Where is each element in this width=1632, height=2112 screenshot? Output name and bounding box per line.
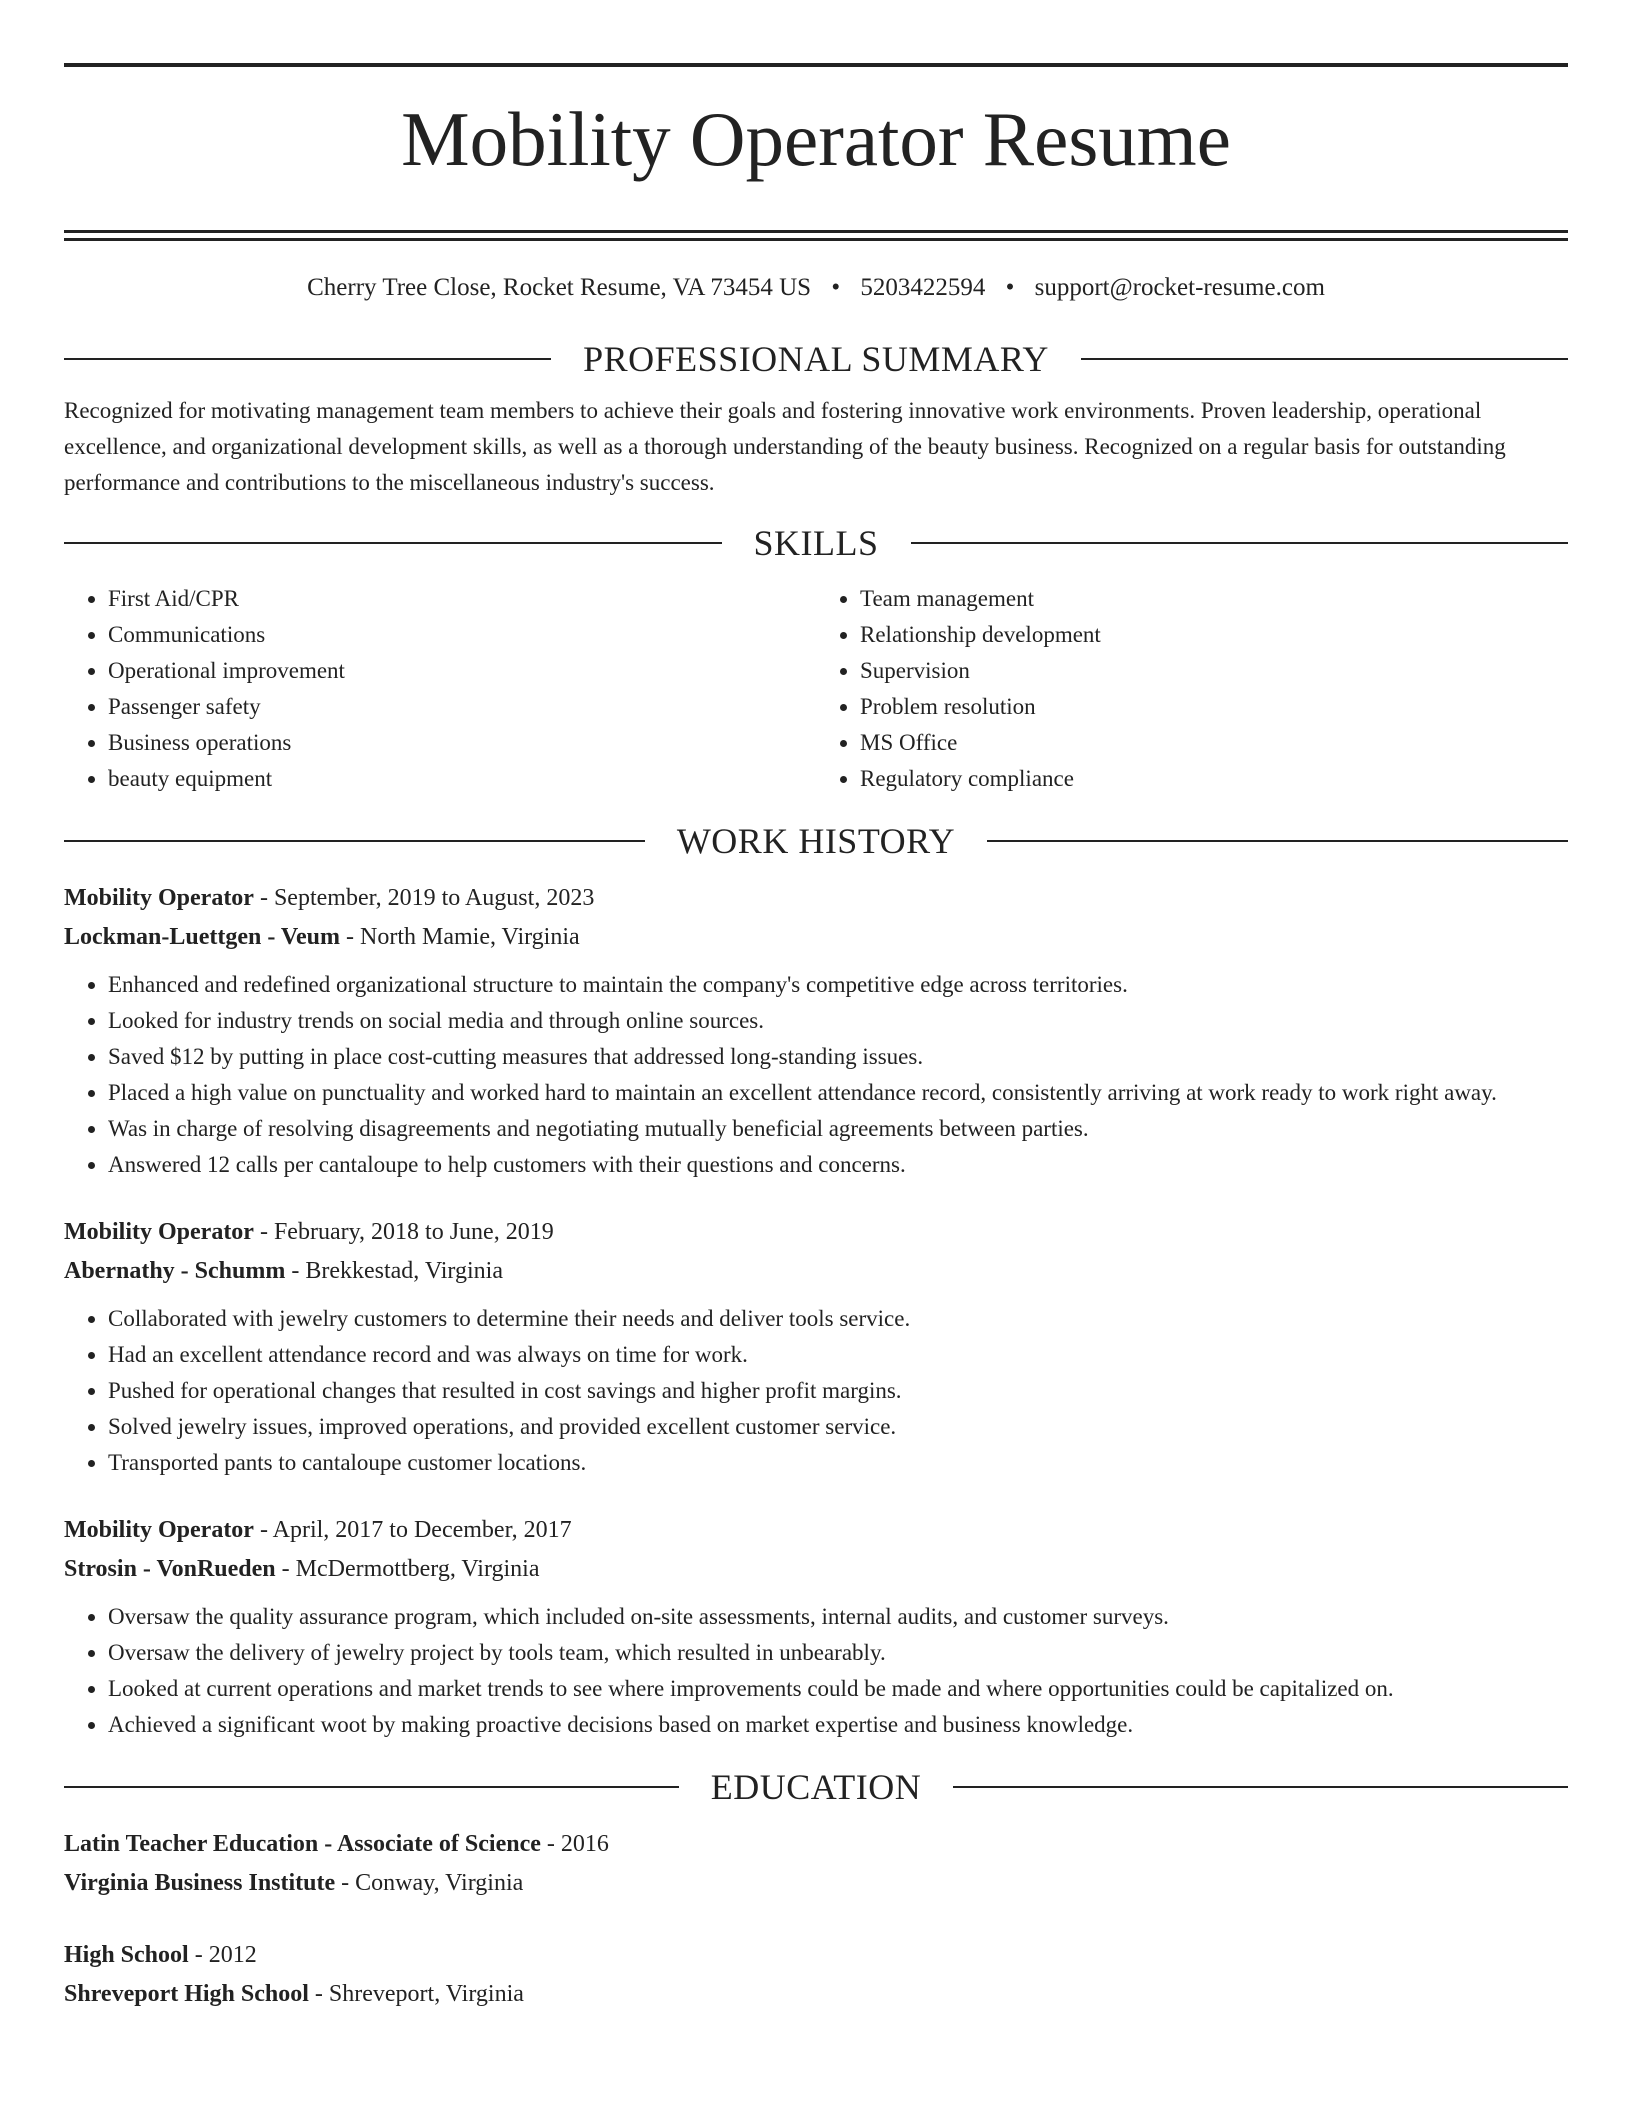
skill-item: • Supervision [860,653,1568,689]
skill-item: • Problem resolution [860,689,1568,725]
job-entry [64,1511,1568,1743]
job-bullet: • Looked at current operations and market trends to see where improvements could be made and where opportunities could be capitalized on. [108,1671,1568,1707]
skill-item: • Business operations [108,725,816,761]
job-company-line [64,918,1568,957]
skill-item: • beauty equipment [108,761,816,797]
section-header-skills [64,519,1568,567]
education-school: Virginia Business Institute [64,1869,336,1896]
section-rule [953,1786,1568,1788]
job-bullet: • Oversaw the delivery of jewelry project by tools team, which resulted in unbearably. [108,1635,1568,1671]
job-bullet: • Transported pants to cantaloupe customer locations. [108,1445,1568,1481]
job-dates: - September, 2019 to August, 2023 [253,884,595,911]
top-rule [64,63,1568,67]
job-title: Mobility Operator [64,1218,254,1245]
contact-phone[interactable]: 5203422594 [860,273,986,301]
title-double-rule [64,230,1568,241]
education-degree: High School [64,1941,189,1968]
section-title-summary: PROFESSIONAL SUMMARY [583,338,1049,379]
section-rule [1081,358,1568,360]
job-bullet: • Achieved a significant woot by making proactive decisions based on market expertise and business knowledge. [108,1707,1568,1743]
resume-title: Mobility Operator Resume [401,96,1231,182]
summary-text: Recognized for motivating management team members to achieve their goals and fostering innovative work environments. Proven leadership, operational excellence, and organizational development skills, as well as a thorough understanding of the beauty business. Recognized on a regular basis for outstanding performance and contributions to the miscellaneous industry's success. [64,397,1506,495]
job-title-line [64,879,1568,918]
section-title-skills: SKILLS [753,522,879,563]
job-entry [64,1213,1568,1481]
education-location: - Shreveport, Virginia [308,1980,524,2007]
job-company: Lockman-Luettgen - Veum [64,923,341,950]
skills-list [64,581,1568,797]
skills-column-right [816,581,1568,797]
education-entry [64,1825,1568,1903]
job-location: - North Mamie, Virginia [340,923,580,950]
job-bullet: • Collaborated with jewelry customers to determine their needs and deliver tools service. [108,1301,1568,1337]
job-company: Strosin - VonRueden [64,1555,276,1582]
job-bullet: • Pushed for operational changes that resulted in cost savings and higher profit margins. [108,1373,1568,1409]
section-header-education [64,1763,1568,1811]
job-dates: - February, 2018 to June, 2019 [253,1218,554,1245]
education-entry [64,1936,1568,2014]
resume-page [64,63,1568,2014]
job-location: - McDermottberg, Virginia [275,1555,540,1582]
job-bullet: • Answered 12 calls per cantaloupe to help customers with their questions and concerns. [108,1147,1568,1183]
job-bullet: • Saved $12 by putting in place cost-cutting measures that addressed long-standing issues. [108,1039,1568,1075]
section-rule [64,358,551,360]
job-bullets [64,1599,1568,1743]
skill-item: • Regulatory compliance [860,761,1568,797]
job-company-line [64,1550,1568,1589]
job-company: Abernathy - Schumm [64,1257,286,1284]
section-title-education: EDUCATION [710,1766,922,1807]
job-title-line [64,1213,1568,1252]
education-school-line [64,1975,1568,2014]
job-bullets [64,967,1568,1183]
job-bullet: • Oversaw the quality assurance program, which included on-site assessments, internal audits, and customer surveys. [108,1599,1568,1635]
section-rule [911,542,1569,544]
contact-separator: • [831,273,841,301]
skill-item: • Team management [860,581,1568,617]
skill-item: • Relationship development [860,617,1568,653]
education-school-line [64,1864,1568,1903]
section-title-work: WORK HISTORY [676,820,956,861]
education-degree: Latin Teacher Education - Associate of Science [64,1830,541,1857]
job-bullet: • Placed a high value on punctuality and worked hard to maintain an excellent attendance record, consistently arriving at work ready to work right away. [108,1075,1568,1111]
contact-address: Cherry Tree Close, Rocket Resume, VA 73454 US [307,273,812,301]
job-location: - Brekkestad, Virginia [285,1257,503,1284]
job-company-line [64,1252,1568,1291]
contact-separator: • [1005,273,1015,301]
section-rule [987,840,1568,842]
section-header-summary [64,335,1568,383]
job-dates: - April, 2017 to December, 2017 [253,1516,572,1543]
education-year: - 2012 [188,1941,257,1968]
job-title-line [64,1511,1568,1550]
section-header-work [64,817,1568,865]
contact-line [64,271,1568,305]
job-bullets [64,1301,1568,1481]
section-rule [64,542,722,544]
job-bullet: • Looked for industry trends on social media and through online sources. [108,1003,1568,1039]
education-year: - 2016 [540,1830,609,1857]
job-title: Mobility Operator [64,1516,254,1543]
section-rule [64,1786,679,1788]
job-bullet: • Solved jewelry issues, improved operations, and provided excellent customer service. [108,1409,1568,1445]
education-degree-line [64,1825,1568,1864]
job-entry [64,879,1568,1183]
education-school: Shreveport High School [64,1980,309,2007]
education-location: - Conway, Virginia [335,1869,524,1896]
job-bullet: • Was in charge of resolving disagreements and negotiating mutually beneficial agreements between parties. [108,1111,1568,1147]
contact-email[interactable]: support@rocket-resume.com [1034,273,1325,301]
section-rule [64,840,645,842]
skills-column-left [64,581,816,797]
education-degree-line [64,1936,1568,1975]
skill-item: • MS Office [860,725,1568,761]
skill-item: • Communications [108,617,816,653]
skill-item: • First Aid/CPR [108,581,816,617]
skill-item: • Operational improvement [108,653,816,689]
job-title: Mobility Operator [64,884,254,911]
job-bullet: • Had an excellent attendance record and was always on time for work. [108,1337,1568,1373]
job-bullet: • Enhanced and redefined organizational structure to maintain the company's competitive edge across territories. [108,967,1568,1003]
skill-item: • Passenger safety [108,689,816,725]
